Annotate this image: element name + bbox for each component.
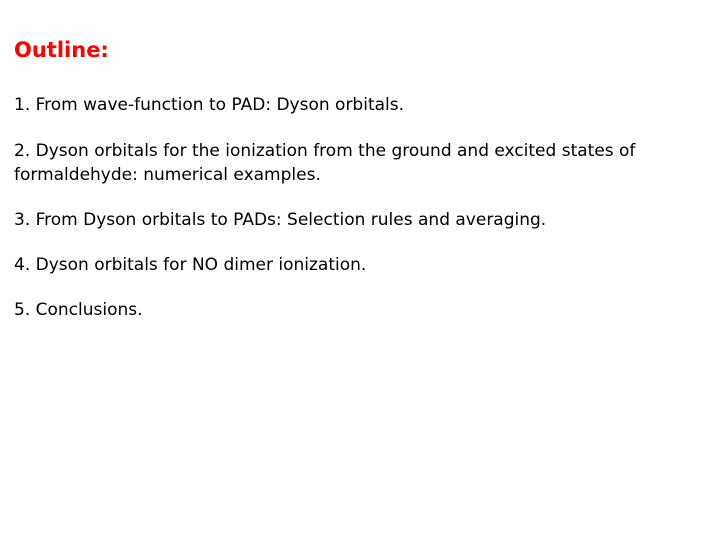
- outline-item-2: 2. Dyson orbitals for the ionization from the ground and excited states of formaldehyde: numerical examples.: [14, 141, 636, 185]
- slide-title: Outline:: [14, 38, 109, 62]
- outline-item-4: 4. Dyson orbitals for NO dimer ionization.: [14, 255, 367, 275]
- outline-item-3: 3. From Dyson orbitals to PADs: Selection rules and averaging.: [14, 210, 547, 230]
- outline-item-5: 5. Conclusions.: [14, 300, 143, 320]
- outline-item-1: 1. From wave-function to PAD: Dyson orbitals.: [14, 95, 405, 115]
- outline-list: [14, 93, 704, 344]
